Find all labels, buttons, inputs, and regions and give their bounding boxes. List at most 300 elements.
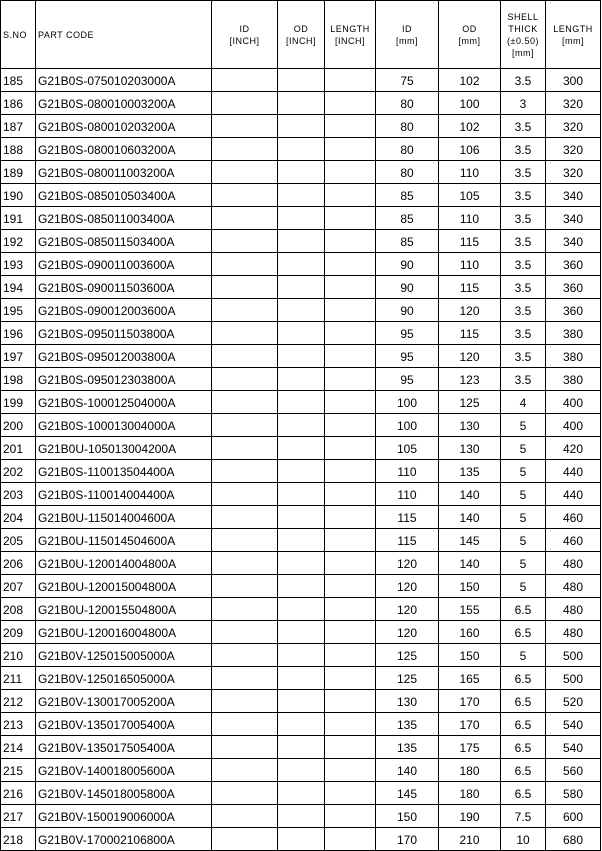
cell-od-mm: 125 — [439, 391, 501, 414]
table-row — [1, 828, 601, 851]
cell-length-mm: 520 — [546, 690, 601, 713]
table-row — [1, 483, 601, 506]
cell-id-mm: 120 — [376, 621, 439, 644]
cell-id-mm: 125 — [376, 667, 439, 690]
cell-sno: 211 — [1, 667, 36, 690]
cell-shell-thick: 3.5 — [501, 69, 546, 92]
cell-id-mm: 80 — [376, 92, 439, 115]
cell-shell-thick: 3.5 — [501, 253, 546, 276]
header-od-mm-line2: [mm] — [458, 35, 481, 46]
header-part-code — [36, 1, 212, 69]
cell-id-mm: 85 — [376, 184, 439, 207]
cell-part-code: G21B0V-125015005000A — [36, 644, 212, 667]
cell-od-inch — [278, 345, 325, 368]
table-row — [1, 299, 601, 322]
cell-od-mm: 210 — [439, 828, 501, 851]
cell-id-inch — [212, 368, 278, 391]
cell-length-inch — [325, 161, 376, 184]
header-shell-thick-line4: [mm] — [512, 47, 534, 58]
cell-shell-thick: 3.5 — [501, 184, 546, 207]
cell-sno: 190 — [1, 184, 36, 207]
cell-part-code: G21B0V-150019006000A — [36, 805, 212, 828]
cell-od-mm: 190 — [439, 805, 501, 828]
table-row — [1, 115, 601, 138]
cell-length-mm: 380 — [546, 368, 601, 391]
cell-length-mm: 460 — [546, 529, 601, 552]
cell-length-mm: 320 — [546, 138, 601, 161]
cell-shell-thick: 3.5 — [501, 299, 546, 322]
cell-od-inch — [278, 713, 325, 736]
cell-od-mm: 100 — [439, 92, 501, 115]
cell-sno: 198 — [1, 368, 36, 391]
cell-od-mm: 140 — [439, 506, 501, 529]
cell-part-code: G21B0U-105013004200A — [36, 437, 212, 460]
cell-od-inch — [278, 506, 325, 529]
cell-id-inch — [212, 805, 278, 828]
cell-od-inch — [278, 736, 325, 759]
header-part-code-label: PART CODE — [38, 29, 95, 40]
cell-length-inch — [325, 598, 376, 621]
cell-id-inch — [212, 621, 278, 644]
cell-part-code: G21B0S-100012504000A — [36, 391, 212, 414]
cell-part-code: G21B0S-090011503600A — [36, 276, 212, 299]
cell-shell-thick: 5 — [501, 483, 546, 506]
cell-sno: 212 — [1, 690, 36, 713]
cell-shell-thick: 3.5 — [501, 345, 546, 368]
cell-id-mm: 105 — [376, 437, 439, 460]
cell-length-mm: 340 — [546, 184, 601, 207]
cell-id-inch — [212, 391, 278, 414]
cell-sno: 191 — [1, 207, 36, 230]
cell-part-code: G21B0S-090012003600A — [36, 299, 212, 322]
cell-id-mm: 145 — [376, 782, 439, 805]
cell-id-mm: 85 — [376, 207, 439, 230]
cell-length-inch — [325, 322, 376, 345]
cell-id-mm: 80 — [376, 115, 439, 138]
cell-od-mm: 110 — [439, 207, 501, 230]
cell-id-mm: 100 — [376, 391, 439, 414]
cell-sno: 193 — [1, 253, 36, 276]
cell-id-inch — [212, 437, 278, 460]
cell-length-mm: 600 — [546, 805, 601, 828]
cell-od-mm: 115 — [439, 230, 501, 253]
cell-od-mm: 170 — [439, 713, 501, 736]
cell-length-mm: 400 — [546, 414, 601, 437]
cell-od-mm: 120 — [439, 345, 501, 368]
table-row — [1, 322, 601, 345]
cell-shell-thick: 3.5 — [501, 207, 546, 230]
cell-part-code: G21B0V-135017505400A — [36, 736, 212, 759]
cell-id-inch — [212, 322, 278, 345]
cell-id-mm: 110 — [376, 483, 439, 506]
cell-od-inch — [278, 138, 325, 161]
table-row — [1, 713, 601, 736]
cell-id-mm: 130 — [376, 690, 439, 713]
cell-id-mm: 115 — [376, 529, 439, 552]
cell-sno: 205 — [1, 529, 36, 552]
cell-length-inch — [325, 92, 376, 115]
cell-sno: 218 — [1, 828, 36, 851]
cell-od-mm: 130 — [439, 414, 501, 437]
cell-length-inch — [325, 184, 376, 207]
cell-length-mm: 400 — [546, 391, 601, 414]
cell-id-inch — [212, 299, 278, 322]
cell-part-code: G21B0U-120015004800A — [36, 575, 212, 598]
cell-length-mm: 480 — [546, 575, 601, 598]
cell-sno: 199 — [1, 391, 36, 414]
table-row — [1, 598, 601, 621]
cell-od-mm: 123 — [439, 368, 501, 391]
cell-id-inch — [212, 184, 278, 207]
cell-id-mm: 75 — [376, 69, 439, 92]
cell-od-mm: 110 — [439, 253, 501, 276]
header-shell-thick — [501, 1, 546, 69]
cell-id-inch — [212, 759, 278, 782]
cell-part-code: G21B0S-095012303800A — [36, 368, 212, 391]
cell-length-inch — [325, 460, 376, 483]
cell-id-inch — [212, 552, 278, 575]
cell-od-inch — [278, 92, 325, 115]
cell-length-inch — [325, 138, 376, 161]
cell-id-inch — [212, 690, 278, 713]
cell-id-inch — [212, 575, 278, 598]
cell-part-code: G21B0S-085011003400A — [36, 207, 212, 230]
table-row — [1, 138, 601, 161]
cell-sno: 192 — [1, 230, 36, 253]
cell-sno: 213 — [1, 713, 36, 736]
cell-od-mm: 145 — [439, 529, 501, 552]
cell-id-inch — [212, 276, 278, 299]
cell-sno: 214 — [1, 736, 36, 759]
cell-shell-thick: 6.5 — [501, 736, 546, 759]
cell-id-inch — [212, 161, 278, 184]
cell-od-mm: 155 — [439, 598, 501, 621]
cell-id-mm: 90 — [376, 299, 439, 322]
table-row — [1, 391, 601, 414]
cell-od-inch — [278, 782, 325, 805]
cell-shell-thick: 7.5 — [501, 805, 546, 828]
cell-od-inch — [278, 460, 325, 483]
cell-od-inch — [278, 575, 325, 598]
cell-part-code: G21B0V-135017005400A — [36, 713, 212, 736]
cell-shell-thick: 3.5 — [501, 368, 546, 391]
header-od-inch — [278, 1, 325, 69]
table-row — [1, 161, 601, 184]
cell-length-inch — [325, 782, 376, 805]
cell-length-inch — [325, 575, 376, 598]
cell-id-mm: 95 — [376, 322, 439, 345]
header-id-inch-line2: [INCH] — [229, 35, 260, 46]
table-row — [1, 506, 601, 529]
table-row — [1, 621, 601, 644]
cell-shell-thick: 5 — [501, 575, 546, 598]
table-row — [1, 414, 601, 437]
cell-part-code: G21B0S-080011003200A — [36, 161, 212, 184]
cell-id-inch — [212, 644, 278, 667]
cell-od-inch — [278, 115, 325, 138]
cell-length-mm: 540 — [546, 736, 601, 759]
cell-sno: 215 — [1, 759, 36, 782]
cell-length-inch — [325, 506, 376, 529]
cell-od-inch — [278, 529, 325, 552]
cell-length-inch — [325, 828, 376, 851]
header-sno — [1, 1, 36, 69]
cell-length-inch — [325, 345, 376, 368]
cell-od-inch — [278, 644, 325, 667]
cell-part-code: G21B0V-130017005200A — [36, 690, 212, 713]
cell-length-mm: 360 — [546, 299, 601, 322]
cell-od-inch — [278, 805, 325, 828]
cell-shell-thick: 4 — [501, 391, 546, 414]
cell-id-inch — [212, 414, 278, 437]
cell-part-code: G21B0V-140018005600A — [36, 759, 212, 782]
header-length-inch — [325, 1, 376, 69]
table-row — [1, 276, 601, 299]
cell-id-mm: 135 — [376, 713, 439, 736]
table-header — [1, 1, 601, 69]
table-row — [1, 736, 601, 759]
header-length-mm — [546, 1, 601, 69]
table-row — [1, 644, 601, 667]
table-row — [1, 368, 601, 391]
cell-length-mm: 440 — [546, 483, 601, 506]
cell-id-mm: 120 — [376, 552, 439, 575]
header-shell-thick-line3: (±0.50) — [507, 35, 539, 46]
cell-od-inch — [278, 483, 325, 506]
cell-length-mm: 480 — [546, 621, 601, 644]
cell-od-inch — [278, 253, 325, 276]
cell-id-inch — [212, 207, 278, 230]
cell-shell-thick: 5 — [501, 506, 546, 529]
cell-od-inch — [278, 299, 325, 322]
cell-id-inch — [212, 69, 278, 92]
cell-id-inch — [212, 253, 278, 276]
cell-od-inch — [278, 690, 325, 713]
cell-sno: 187 — [1, 115, 36, 138]
cell-od-mm: 180 — [439, 759, 501, 782]
cell-length-mm: 300 — [546, 69, 601, 92]
table-row — [1, 552, 601, 575]
header-row — [1, 1, 601, 69]
cell-od-mm: 105 — [439, 184, 501, 207]
cell-length-mm: 500 — [546, 667, 601, 690]
cell-length-mm: 420 — [546, 437, 601, 460]
cell-od-inch — [278, 621, 325, 644]
header-shell-thick-line2: THICK — [508, 23, 538, 34]
cell-sno: 216 — [1, 782, 36, 805]
cell-id-inch — [212, 345, 278, 368]
cell-shell-thick: 3.5 — [501, 230, 546, 253]
cell-od-mm: 102 — [439, 69, 501, 92]
cell-part-code: G21B0S-080010003200A — [36, 92, 212, 115]
cell-od-mm: 175 — [439, 736, 501, 759]
table-row — [1, 759, 601, 782]
cell-sno: 195 — [1, 299, 36, 322]
table-row — [1, 437, 601, 460]
cell-od-mm: 130 — [439, 437, 501, 460]
table-row — [1, 207, 601, 230]
cell-length-inch — [325, 736, 376, 759]
cell-id-mm: 80 — [376, 138, 439, 161]
cell-id-mm: 90 — [376, 253, 439, 276]
table-row — [1, 184, 601, 207]
cell-sno: 202 — [1, 460, 36, 483]
cell-part-code: G21B0S-080010603200A — [36, 138, 212, 161]
cell-od-inch — [278, 667, 325, 690]
cell-od-mm: 102 — [439, 115, 501, 138]
cell-part-code: G21B0S-110013504400A — [36, 460, 212, 483]
cell-length-mm: 500 — [546, 644, 601, 667]
cell-id-mm: 115 — [376, 506, 439, 529]
cell-part-code: G21B0V-145018005800A — [36, 782, 212, 805]
header-id-mm — [376, 1, 439, 69]
cell-shell-thick: 6.5 — [501, 598, 546, 621]
table-row — [1, 230, 601, 253]
cell-od-inch — [278, 437, 325, 460]
cell-part-code: G21B0V-170002106800A — [36, 828, 212, 851]
cell-shell-thick: 3.5 — [501, 322, 546, 345]
cell-shell-thick: 6.5 — [501, 782, 546, 805]
cell-id-mm: 95 — [376, 368, 439, 391]
cell-od-mm: 115 — [439, 276, 501, 299]
table-row — [1, 667, 601, 690]
table-row — [1, 253, 601, 276]
cell-part-code: G21B0S-095012003800A — [36, 345, 212, 368]
cell-od-inch — [278, 184, 325, 207]
cell-id-inch — [212, 115, 278, 138]
cell-id-inch — [212, 667, 278, 690]
cell-length-inch — [325, 529, 376, 552]
cell-length-mm: 320 — [546, 115, 601, 138]
header-id-inch-line1: ID — [239, 23, 250, 34]
cell-part-code: G21B0U-115014004600A — [36, 506, 212, 529]
header-od-mm-line1: OD — [462, 23, 477, 34]
cell-length-mm: 460 — [546, 506, 601, 529]
cell-length-mm: 380 — [546, 345, 601, 368]
table-body — [1, 69, 601, 851]
header-od-inch-line1: OD — [293, 23, 309, 34]
cell-sno: 210 — [1, 644, 36, 667]
cell-od-mm: 140 — [439, 552, 501, 575]
cell-id-mm: 150 — [376, 805, 439, 828]
cell-id-mm: 170 — [376, 828, 439, 851]
cell-length-inch — [325, 414, 376, 437]
cell-od-mm: 165 — [439, 667, 501, 690]
cell-shell-thick: 5 — [501, 414, 546, 437]
table-row — [1, 92, 601, 115]
cell-od-inch — [278, 552, 325, 575]
cell-sno: 217 — [1, 805, 36, 828]
cell-length-inch — [325, 276, 376, 299]
cell-shell-thick: 6.5 — [501, 667, 546, 690]
cell-id-inch — [212, 529, 278, 552]
cell-id-inch — [212, 483, 278, 506]
cell-id-inch — [212, 506, 278, 529]
header-id-mm-line2: [mm] — [396, 35, 418, 46]
cell-od-inch — [278, 828, 325, 851]
cell-length-inch — [325, 391, 376, 414]
header-id-mm-line1: ID — [402, 23, 412, 34]
cell-shell-thick: 3.5 — [501, 276, 546, 299]
cell-length-inch — [325, 115, 376, 138]
cell-length-mm: 380 — [546, 322, 601, 345]
cell-length-inch — [325, 667, 376, 690]
cell-shell-thick: 3.5 — [501, 161, 546, 184]
cell-id-mm: 95 — [376, 345, 439, 368]
cell-od-mm: 106 — [439, 138, 501, 161]
cell-sno: 188 — [1, 138, 36, 161]
cell-part-code: G21B0S-100013004000A — [36, 414, 212, 437]
cell-sno: 189 — [1, 161, 36, 184]
cell-length-inch — [325, 69, 376, 92]
table-row — [1, 805, 601, 828]
cell-id-inch — [212, 138, 278, 161]
cell-shell-thick: 6.5 — [501, 713, 546, 736]
cell-shell-thick: 5 — [501, 552, 546, 575]
cell-sno: 203 — [1, 483, 36, 506]
cell-part-code: G21B0S-110014004400A — [36, 483, 212, 506]
cell-id-mm: 120 — [376, 598, 439, 621]
cell-shell-thick: 10 — [501, 828, 546, 851]
cell-od-mm: 180 — [439, 782, 501, 805]
cell-shell-thick: 6.5 — [501, 690, 546, 713]
cell-id-inch — [212, 230, 278, 253]
header-length-inch-line2: [INCH] — [335, 35, 365, 46]
cell-length-inch — [325, 437, 376, 460]
cell-sno: 206 — [1, 552, 36, 575]
cell-id-mm: 140 — [376, 759, 439, 782]
cell-length-mm: 360 — [546, 253, 601, 276]
cell-length-inch — [325, 805, 376, 828]
cell-sno: 208 — [1, 598, 36, 621]
cell-shell-thick: 5 — [501, 460, 546, 483]
cell-part-code: G21B0U-120014004800A — [36, 552, 212, 575]
cell-part-code: G21B0U-115014504600A — [36, 529, 212, 552]
cell-id-mm: 80 — [376, 161, 439, 184]
cell-part-code: G21B0S-085010503400A — [36, 184, 212, 207]
cell-id-mm: 125 — [376, 644, 439, 667]
cell-part-code: G21B0S-095011503800A — [36, 322, 212, 345]
cell-length-inch — [325, 644, 376, 667]
table-row — [1, 460, 601, 483]
cell-shell-thick: 6.5 — [501, 621, 546, 644]
cell-od-inch — [278, 207, 325, 230]
cell-length-inch — [325, 230, 376, 253]
cell-shell-thick: 3.5 — [501, 138, 546, 161]
cell-length-mm: 320 — [546, 92, 601, 115]
table-row — [1, 575, 601, 598]
cell-part-code: G21B0U-120015504800A — [36, 598, 212, 621]
header-shell-thick-line1: SHELL — [507, 11, 539, 22]
cell-length-mm: 360 — [546, 276, 601, 299]
cell-length-mm: 680 — [546, 828, 601, 851]
cell-od-mm: 150 — [439, 575, 501, 598]
cell-od-mm: 115 — [439, 322, 501, 345]
cell-length-mm: 440 — [546, 460, 601, 483]
cell-id-mm: 110 — [376, 460, 439, 483]
header-od-mm — [439, 1, 501, 69]
cell-id-mm: 85 — [376, 230, 439, 253]
cell-sno: 207 — [1, 575, 36, 598]
header-length-inch-line1: LENGTH — [330, 23, 370, 34]
cell-length-inch — [325, 759, 376, 782]
cell-id-inch — [212, 782, 278, 805]
cell-od-mm: 110 — [439, 161, 501, 184]
cell-sno: 201 — [1, 437, 36, 460]
header-length-mm-line2: [mm] — [562, 35, 584, 46]
cell-part-code: G21B0S-080010203200A — [36, 115, 212, 138]
cell-part-code: G21B0S-085011503400A — [36, 230, 212, 253]
